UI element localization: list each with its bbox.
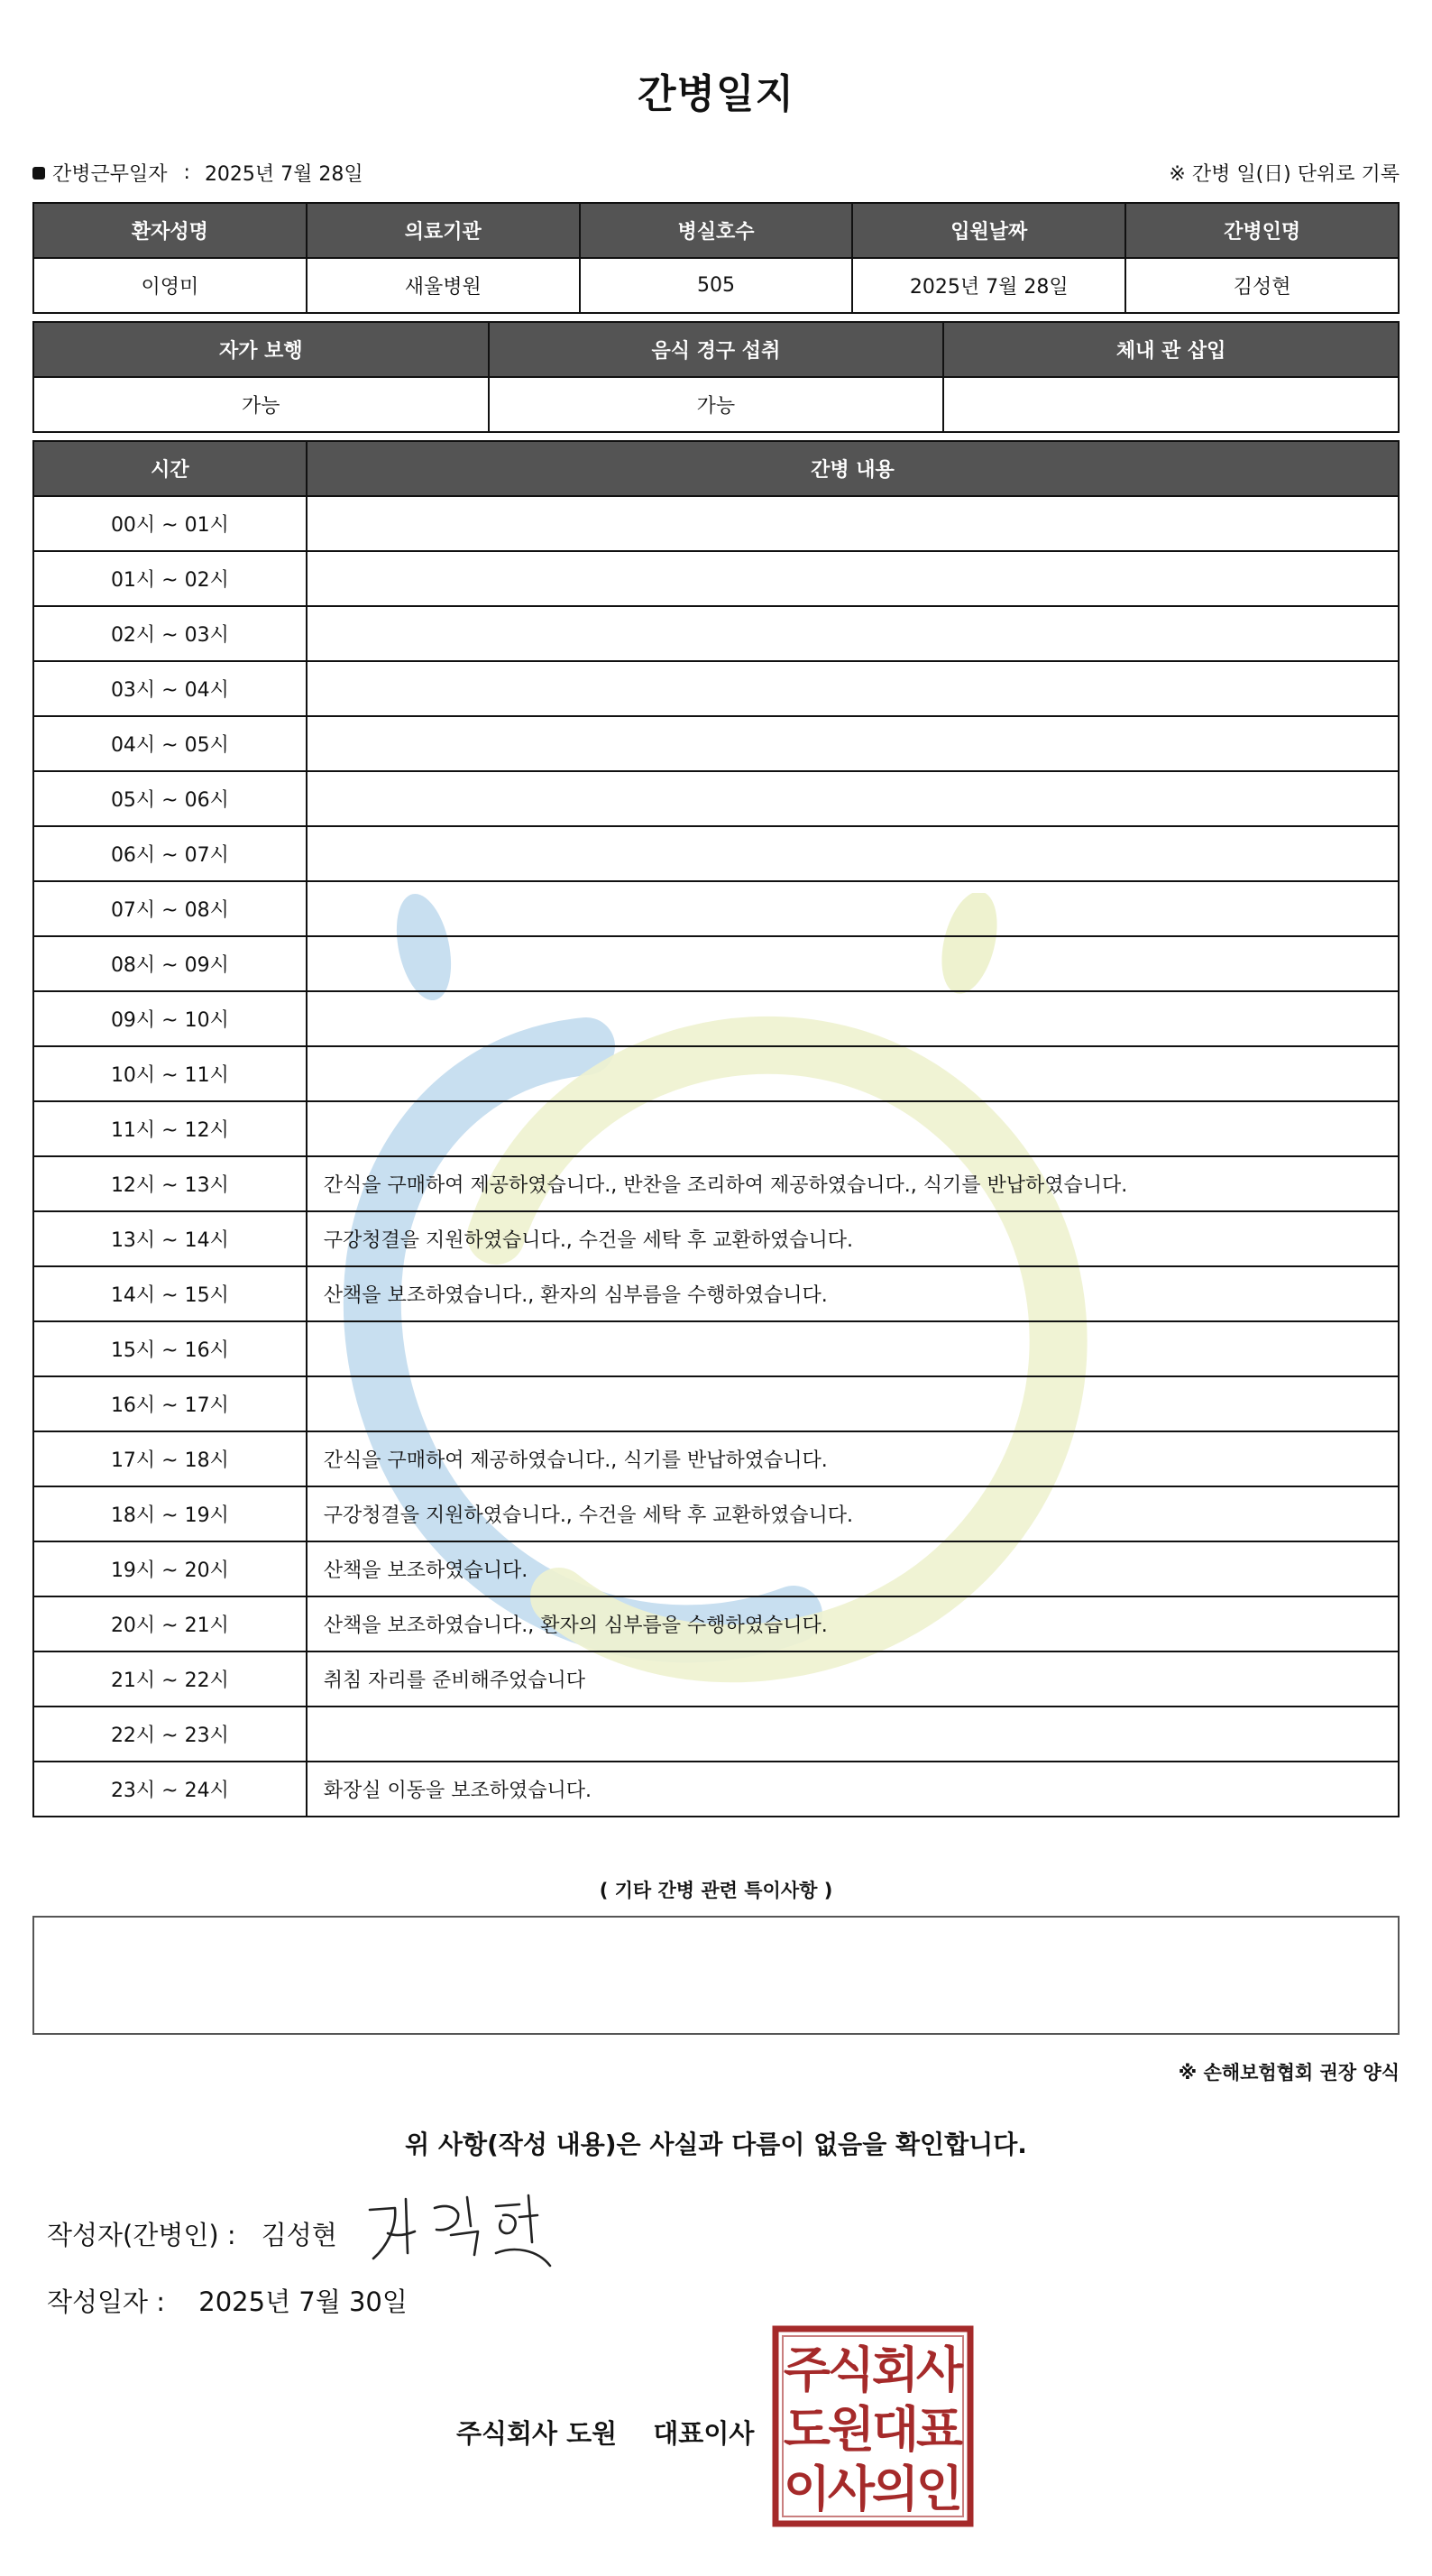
care-content-cell: 구강청결을 지원하였습니다., 수건을 세탁 후 교환하였습니다.	[307, 1211, 1399, 1266]
time-cell: 18시 ~ 19시	[33, 1486, 307, 1541]
table-row	[33, 1211, 1399, 1266]
seal-character: 인	[915, 2461, 964, 2517]
patient-info-table	[32, 202, 1400, 314]
time-cell: 23시 ~ 24시	[33, 1762, 307, 1817]
time-cell: 13시 ~ 14시	[33, 1211, 307, 1266]
table-row	[33, 1376, 1399, 1431]
company-seal-stamp	[772, 2325, 974, 2527]
table-row	[33, 1596, 1399, 1651]
write-date-label: 작성일자 :	[47, 2286, 166, 2317]
table-row	[33, 1101, 1399, 1156]
header-tube-insertion: 체내 관 삽입	[943, 322, 1399, 377]
table-row	[33, 1486, 1399, 1541]
time-cell: 02시 ~ 03시	[33, 606, 307, 661]
header-patient-name: 환자성명	[33, 203, 307, 258]
write-date-row	[47, 2282, 408, 2319]
seal-character: 표	[915, 2401, 964, 2458]
work-date-value: 2025년 7월 28일	[204, 163, 363, 186]
header-care-content: 간병 내용	[307, 441, 1399, 496]
care-content-cell	[307, 496, 1399, 551]
work-date-separator: :	[183, 161, 190, 184]
self-walking-cell: 가능	[33, 377, 489, 432]
care-content-cell	[307, 1046, 1399, 1101]
care-log-body	[33, 496, 1399, 1817]
table-row	[33, 991, 1399, 1046]
care-content-cell	[307, 1101, 1399, 1156]
table-row	[33, 496, 1399, 551]
care-content-cell	[307, 936, 1399, 991]
table-row	[33, 661, 1399, 716]
writer-name: 김성현	[261, 2220, 337, 2250]
care-content-cell: 산책을 보조하였습니다.	[307, 1541, 1399, 1596]
patient-name-cell: 이영미	[33, 258, 307, 313]
seal-character: 회	[871, 2341, 920, 2398]
time-cell: 16시 ~ 17시	[33, 1376, 307, 1431]
work-date-label: 간병근무일자	[52, 163, 168, 186]
time-cell: 17시 ~ 18시	[33, 1431, 307, 1486]
header-self-walking: 자가 보행	[33, 322, 489, 377]
seal-character: 원	[827, 2401, 876, 2458]
table-row	[33, 606, 1399, 661]
header-admission-date: 입원날짜	[852, 203, 1125, 258]
remarks-box	[32, 1916, 1400, 2035]
handwritten-signature	[361, 2190, 568, 2271]
care-content-cell: 간식을 구매하여 제공하였습니다., 식기를 반납하였습니다.	[307, 1431, 1399, 1486]
oral-intake-cell: 가능	[489, 377, 944, 432]
care-log-table	[32, 440, 1400, 1817]
table-row	[33, 716, 1399, 771]
header-room: 병실호수	[580, 203, 853, 258]
care-content-cell	[307, 826, 1399, 881]
company-row	[456, 2414, 754, 2451]
header-time: 시간	[33, 441, 307, 496]
care-content-cell	[307, 771, 1399, 826]
header-oral-intake: 음식 경구 섭취	[489, 322, 944, 377]
time-cell: 06시 ~ 07시	[33, 826, 307, 881]
care-content-cell: 간식을 구매하여 제공하였습니다., 반찬을 조리하여 제공하였습니다., 식기를 반납하였습니다.	[307, 1156, 1399, 1211]
care-content-cell: 산책을 보조하였습니다., 환자의 심부름을 수행하였습니다.	[307, 1266, 1399, 1321]
time-cell: 22시 ~ 23시	[33, 1707, 307, 1762]
seal-character: 이	[783, 2461, 831, 2517]
table-row	[33, 1541, 1399, 1596]
care-content-cell: 취침 자리를 준비해주었습니다	[307, 1651, 1399, 1707]
time-cell: 05시 ~ 06시	[33, 771, 307, 826]
seal-character: 식	[827, 2341, 876, 2398]
time-cell: 00시 ~ 01시	[33, 496, 307, 551]
tube-insertion-cell	[943, 377, 1399, 432]
time-cell: 04시 ~ 05시	[33, 716, 307, 771]
care-content-cell	[307, 551, 1399, 606]
care-content-cell	[307, 991, 1399, 1046]
confirmation-statement: 위 사항(작성 내용)은 사실과 다름이 없음을 확인합니다.	[405, 2130, 1027, 2159]
caregiver-cell: 김성현	[1125, 258, 1399, 313]
table-row	[33, 1651, 1399, 1707]
seal-character: 사	[915, 2341, 964, 2398]
seal-character: 의	[871, 2461, 920, 2517]
table-row	[33, 771, 1399, 826]
writer-label: 작성자(간병인) :	[47, 2220, 236, 2250]
seal-character: 도	[783, 2401, 831, 2458]
time-cell: 19시 ~ 20시	[33, 1541, 307, 1596]
header-caregiver: 간병인명	[1125, 203, 1399, 258]
writer-row	[47, 2215, 337, 2252]
time-cell: 09시 ~ 10시	[33, 991, 307, 1046]
table-row	[33, 1762, 1399, 1817]
table-row	[33, 1156, 1399, 1211]
time-cell: 15시 ~ 16시	[33, 1321, 307, 1376]
seal-character: 주	[783, 2341, 831, 2398]
time-cell: 08시 ~ 09시	[33, 936, 307, 991]
patient-status-table	[32, 321, 1400, 433]
care-content-cell	[307, 881, 1399, 936]
time-cell: 11시 ~ 12시	[33, 1101, 307, 1156]
table-row	[33, 1046, 1399, 1101]
time-cell: 07시 ~ 08시	[33, 881, 307, 936]
table-row	[33, 1707, 1399, 1762]
admission-date-cell: 2025년 7월 28일	[852, 258, 1125, 313]
care-content-cell	[307, 1707, 1399, 1762]
company-name: 주식회사 도원	[456, 2418, 618, 2449]
care-content-cell: 구강청결을 지원하였습니다., 수건을 세탁 후 교환하였습니다.	[307, 1486, 1399, 1541]
table-row	[33, 1266, 1399, 1321]
form-source-note: ※ 손해보험협회 권장 양식	[1178, 2062, 1400, 2084]
table-row	[33, 551, 1399, 606]
care-content-cell	[307, 1321, 1399, 1376]
time-cell: 01시 ~ 02시	[33, 551, 307, 606]
care-content-cell	[307, 661, 1399, 716]
seal-character: 대	[871, 2401, 920, 2458]
time-cell: 21시 ~ 22시	[33, 1651, 307, 1707]
work-date-row	[32, 159, 1400, 189]
table-row	[33, 826, 1399, 881]
care-content-cell: 화장실 이동을 보조하였습니다.	[307, 1762, 1399, 1817]
care-content-cell	[307, 606, 1399, 661]
representative-title: 대표이사	[653, 2418, 755, 2449]
care-content-cell	[307, 1376, 1399, 1431]
time-cell: 20시 ~ 21시	[33, 1596, 307, 1651]
care-content-cell: 산책을 보조하였습니다., 환자의 심부름을 수행하였습니다.	[307, 1596, 1399, 1651]
table-row	[33, 1431, 1399, 1486]
record-unit-note: ※ 간병 일(日) 단위로 기록	[1169, 163, 1400, 186]
hospital-cell: 새울병원	[307, 258, 580, 313]
time-cell: 10시 ~ 11시	[33, 1046, 307, 1101]
header-hospital: 의료기관	[307, 203, 580, 258]
care-content-cell	[307, 716, 1399, 771]
table-row	[33, 881, 1399, 936]
time-cell: 03시 ~ 04시	[33, 661, 307, 716]
write-date-value: 2025년 7월 30일	[198, 2286, 408, 2317]
remarks-title: ( 기타 간병 관련 특이사항 )	[599, 1880, 833, 1901]
seal-character: 사	[827, 2461, 876, 2517]
table-row	[33, 1321, 1399, 1376]
table-row	[33, 936, 1399, 991]
time-cell: 12시 ~ 13시	[33, 1156, 307, 1211]
bullet-square-icon	[32, 167, 45, 179]
time-cell: 14시 ~ 15시	[33, 1266, 307, 1321]
page-title: 간병일지	[637, 71, 794, 117]
room-cell: 505	[580, 258, 853, 313]
